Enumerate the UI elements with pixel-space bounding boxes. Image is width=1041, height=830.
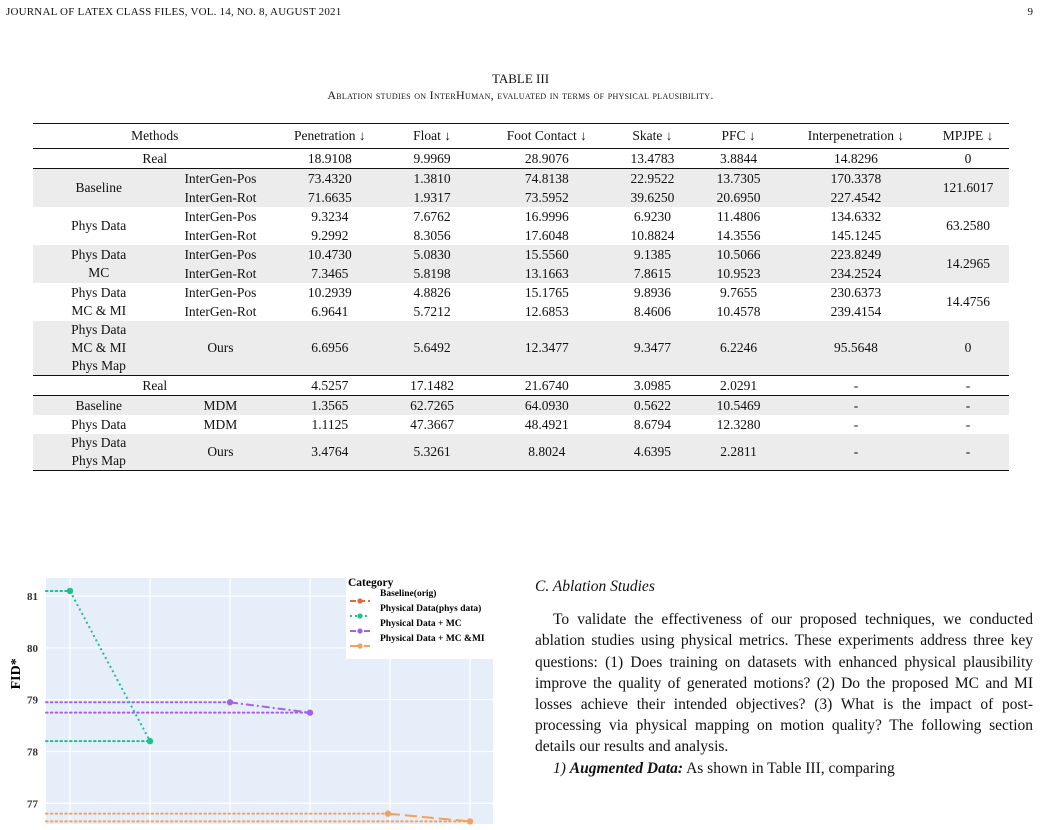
value-cell: 8.6794 (633, 416, 671, 432)
method-cell (33, 283, 164, 321)
column-header: Foot Contact ↓ (506, 128, 587, 143)
value-cell: 8.4606 (633, 303, 671, 319)
subsection-heading (535, 758, 1033, 779)
table-row (33, 283, 1009, 302)
submethod-cell: InterGen-Rot (164, 188, 276, 207)
value-cell: 230.6373 (830, 284, 882, 300)
value-cell: 9.9969 (383, 149, 481, 169)
journal-header: JOURNAL OF LATEX CLASS FILES, VOL. 14, NO. 8, AUGUST 2021 (6, 6, 342, 18)
value-cell: 4.8826 (413, 284, 451, 300)
value-cell: 13.7305 (692, 169, 785, 189)
y-tick-label: 80 (27, 642, 38, 655)
legend-swatch-point (357, 598, 362, 603)
value-cell: 17.1482 (383, 376, 481, 396)
value-cell: 3.4764 (276, 434, 383, 471)
value-cell: 6.2246 (692, 321, 785, 376)
value-cell: 18.9108 (276, 149, 383, 169)
table-row (33, 302, 1009, 321)
column-header: Skate ↓ (632, 128, 673, 143)
data-point (227, 699, 233, 705)
value-cell: 14.4756 (946, 294, 990, 309)
value-cell: 170.3378 (785, 169, 927, 189)
value-cell: 74.8138 (481, 169, 612, 189)
table-row (33, 188, 1009, 207)
cell-line: MC & MI (71, 340, 127, 355)
column-header: Penetration ↓ (293, 128, 366, 143)
value-cell: 12.3280 (716, 416, 761, 432)
cell-line: Phys Data (71, 322, 127, 337)
cell-line: Phys Data (71, 435, 127, 450)
method-cell (33, 245, 164, 283)
value-cell: 71.6635 (276, 188, 383, 207)
value-cell: 8.8024 (481, 434, 612, 471)
value-cell: 15.1765 (524, 284, 569, 300)
value-cell: 5.8198 (383, 264, 481, 283)
y-axis-label: FID* (9, 658, 24, 690)
legend-entry: Physical Data(phys data) (380, 604, 482, 614)
y-tick-label: 81 (27, 591, 38, 604)
value-cell: 20.6950 (692, 188, 785, 207)
value-cell: 10.5066 (692, 245, 785, 264)
table-row (33, 245, 1009, 264)
value-cell: - (965, 416, 971, 432)
value-cell: 22.9522 (613, 169, 693, 189)
value-cell: 9.2992 (311, 227, 349, 243)
value-cell: 3.0985 (613, 376, 693, 396)
column-header: Interpenetration ↓ (807, 128, 905, 143)
value-cell: 10.2939 (307, 284, 352, 300)
cell-line: Phys Map (71, 358, 126, 373)
table-row (33, 149, 1009, 169)
legend-entry: Physical Data + MC &MI (380, 634, 485, 644)
section-paragraph: To validate the effectiveness of our proposed techniques, we conducted ablation studies using physical metrics. These experiments address three key questions: (1) Does training on datasets with enhanced physical plausibility improve the quality of generated motions? (2) Do the proposed MC and MI losses achieve their intended objectives? (3) What is the impact of post-processing via physical mapping on motion quality? The following section details our results and analysis. (535, 611, 1033, 756)
value-cell: 5.6492 (383, 321, 481, 376)
submethod-cell: Ours (164, 321, 276, 376)
value-cell: 9.1385 (613, 245, 693, 264)
table-row (33, 321, 1009, 376)
value-cell: 7.3465 (276, 264, 383, 283)
value-cell: - (927, 434, 1009, 471)
value-cell: 7.6762 (413, 208, 451, 224)
value-cell: 1.1125 (311, 416, 349, 432)
table-caption (0, 70, 1041, 104)
y-tick-label: 79 (27, 694, 38, 707)
legend-entry: Physical Data + MC (380, 619, 462, 629)
table-row (33, 207, 1009, 226)
value-cell: 227.4542 (785, 188, 927, 207)
value-cell: 13.1663 (481, 264, 612, 283)
value-cell: 239.4154 (830, 303, 882, 319)
fid-chart (4, 574, 510, 825)
submethod-cell: InterGen-Pos (164, 245, 276, 264)
fid-line-chart (4, 574, 510, 825)
submethod-cell: InterGen-Rot (184, 227, 257, 243)
data-point (147, 738, 153, 744)
value-cell: 3.8844 (692, 149, 785, 169)
table-row (33, 434, 1009, 471)
column-header: Float ↓ (413, 128, 452, 143)
value-cell: 234.2524 (785, 264, 927, 283)
value-cell: 8.3056 (413, 227, 451, 243)
value-cell: 9.8936 (633, 284, 671, 300)
table-title: Ablation studies on InterHuman, evaluated in terms of physical plausibility. (327, 88, 714, 102)
value-cell: - (927, 376, 1009, 396)
value-cell: 10.8824 (630, 227, 675, 243)
submethod-cell: InterGen-Pos (164, 169, 276, 189)
legend-title: Category (348, 577, 394, 589)
value-cell: 14.3556 (716, 227, 761, 243)
method-cell (33, 169, 164, 208)
value-cell: 9.7655 (719, 284, 758, 300)
value-cell: 121.6017 (927, 169, 1009, 208)
subsection-title: Augmented Data: (569, 759, 684, 777)
method-cell: Phys Data (71, 416, 127, 432)
legend-swatch-point (357, 613, 362, 618)
value-cell: 10.5469 (692, 396, 785, 416)
value-cell: 63.2580 (946, 218, 990, 233)
method-cell (33, 434, 164, 471)
value-cell: 12.3477 (481, 321, 612, 376)
ablation-section (535, 576, 1033, 779)
value-cell: 0.5622 (613, 396, 693, 416)
value-cell: 2.0291 (692, 376, 785, 396)
table-row (33, 396, 1009, 416)
cell-line: Phys Data (71, 218, 127, 233)
data-point (385, 810, 391, 816)
submethod-cell: MDM (203, 416, 238, 432)
value-cell: 15.5560 (481, 245, 612, 264)
value-cell: 4.5257 (276, 376, 383, 396)
value-cell: 73.4320 (276, 169, 383, 189)
method-cell (33, 207, 164, 245)
value-cell: 0 (927, 149, 1009, 169)
value-cell: 5.3261 (383, 434, 481, 471)
cell-line: Phys Data (71, 285, 127, 300)
value-cell: 14.8296 (785, 149, 927, 169)
value-cell: - (785, 376, 927, 396)
value-cell: 10.4730 (276, 245, 383, 264)
y-tick-label: 77 (27, 798, 38, 811)
value-cell: 73.5952 (481, 188, 612, 207)
cell-line: Phys Map (71, 453, 126, 468)
y-tick-label: 78 (27, 746, 38, 759)
value-cell: 16.9996 (524, 208, 569, 224)
value-cell: 10.4578 (716, 303, 761, 319)
value-cell: 21.6740 (481, 376, 612, 396)
method-cell: Real (33, 376, 276, 396)
value-cell: 223.8249 (785, 245, 927, 264)
table-row (33, 264, 1009, 283)
table-row (33, 376, 1009, 396)
value-cell: - (785, 396, 927, 416)
value-cell: 95.5648 (785, 321, 927, 376)
value-cell: 48.4921 (524, 416, 569, 432)
value-cell: 6.9230 (633, 208, 671, 224)
table-row (33, 226, 1009, 245)
value-cell: 1.3565 (276, 396, 383, 416)
value-cell: 47.3667 (410, 416, 455, 432)
value-cell: 145.1245 (830, 227, 882, 243)
legend-entry: Baseline(orig) (380, 589, 437, 599)
value-cell: 7.8615 (613, 264, 693, 283)
value-cell: 10.9523 (692, 264, 785, 283)
value-cell: - (853, 416, 859, 432)
value-cell: - (785, 434, 927, 471)
data-point (467, 818, 473, 824)
value-cell: - (927, 396, 1009, 416)
value-cell: 62.7265 (383, 396, 481, 416)
method-cell (33, 321, 164, 376)
cell-line: Baseline (75, 180, 122, 195)
value-cell: 0 (927, 321, 1009, 376)
value-cell: 14.2965 (927, 245, 1009, 283)
method-cell: Baseline (33, 396, 164, 416)
table-number: TABLE III (491, 71, 550, 86)
ablation-table (33, 123, 1009, 471)
value-cell: 17.6048 (524, 227, 569, 243)
column-header: PFC ↓ (721, 128, 756, 143)
subsection-text: As shown in Table III, comparing (686, 759, 895, 777)
table-row (33, 415, 1009, 434)
column-header: MPJPE ↓ (942, 128, 994, 143)
value-cell: 5.7212 (413, 303, 451, 319)
value-cell: 11.4806 (716, 208, 761, 224)
data-point (307, 709, 313, 715)
method-cell: Real (33, 149, 276, 169)
section-title: C. Ablation Studies (535, 578, 655, 595)
value-cell: 13.4783 (613, 149, 693, 169)
value-cell: 1.3810 (383, 169, 481, 189)
value-cell: 9.3234 (311, 208, 349, 224)
value-cell: 9.3477 (613, 321, 693, 376)
value-cell: 5.0830 (383, 245, 481, 264)
cell-line: MC (88, 265, 110, 280)
submethod-cell: Ours (164, 434, 276, 471)
submethod-cell: InterGen-Pos (184, 208, 257, 224)
data-point (67, 588, 73, 594)
submethod-cell: MDM (164, 396, 276, 416)
value-cell: 1.9317 (383, 188, 481, 207)
submethod-cell: InterGen-Pos (184, 284, 257, 300)
value-cell: 12.6853 (524, 303, 569, 319)
legend-swatch-point (357, 628, 362, 633)
submethod-cell: InterGen-Rot (184, 303, 257, 319)
value-cell: 4.6395 (613, 434, 693, 471)
value-cell: 2.2811 (692, 434, 785, 471)
subsection-number: 1) (553, 759, 566, 777)
value-cell: 64.0930 (481, 396, 612, 416)
page-number: 9 (1027, 6, 1033, 18)
value-cell: 6.6956 (276, 321, 383, 376)
value-cell: 28.9076 (481, 149, 612, 169)
submethod-cell: InterGen-Rot (164, 264, 276, 283)
column-header: Methods (131, 128, 179, 143)
cell-line: MC & MI (71, 303, 127, 318)
value-cell: 134.6332 (830, 208, 882, 224)
cell-line: Phys Data (71, 247, 127, 262)
value-cell: 6.9641 (311, 303, 349, 319)
value-cell: 39.6250 (613, 188, 693, 207)
table-row (33, 169, 1009, 189)
legend-swatch-point (357, 643, 362, 648)
